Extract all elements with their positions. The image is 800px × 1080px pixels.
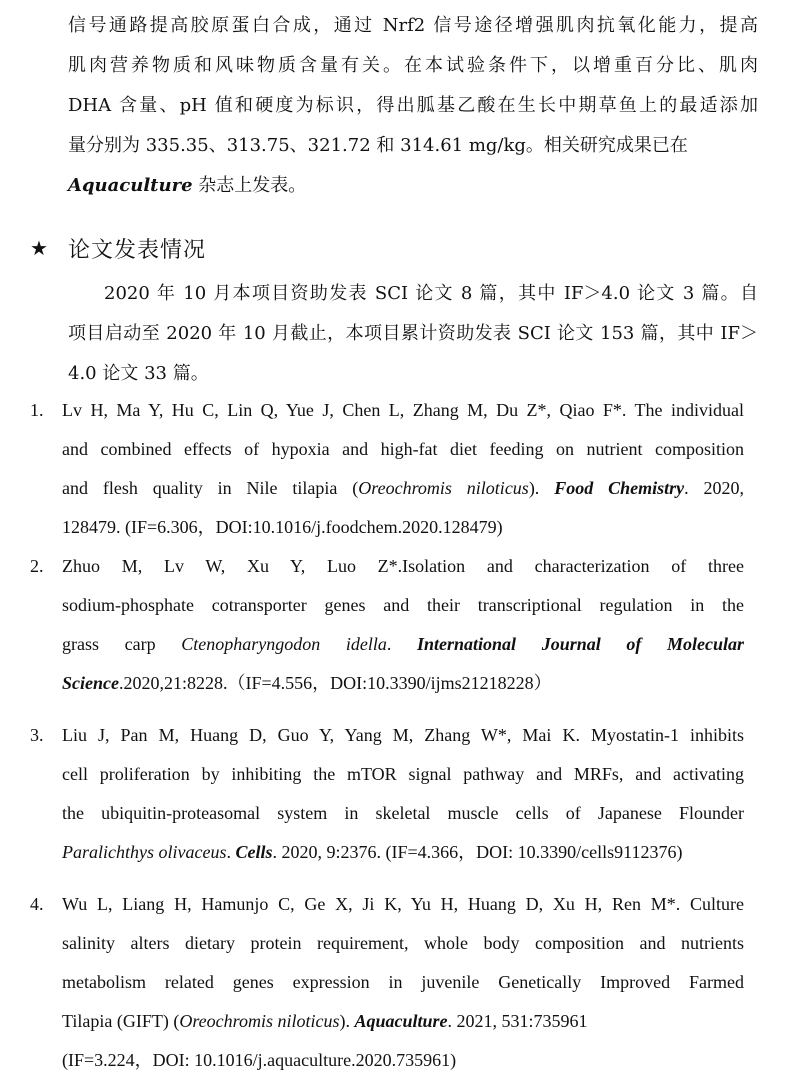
- species-name: Ctenopharyngodon idella: [181, 634, 387, 654]
- summary-line: 项目启动至 2020 年 10 月截止，本项目累计资助发表 SCI 论文 153 篇，其中 IF＞: [68, 323, 758, 344]
- reference-line: 128479. (IF=6.306，DOI:10.1016/j.foodchem.2020.128479): [62, 517, 503, 537]
- intro-line: DHA 含量、pH 值和硬度为标识，得出胍基乙酸在生长中期草鱼上的最适添加: [68, 95, 758, 116]
- intro-line: 信号通路提高胶原蛋白合成，通过 Nrf2 信号途径增强肌肉抗氧化能力，提高: [68, 15, 758, 36]
- reference-line: metabolism related genes expression in juvenile Genetically Improved Farmed: [62, 972, 744, 992]
- reference-line: salinity alters dietary protein requirement, whole body composition and nutrients: [62, 933, 744, 953]
- reference-text: . 2020,: [684, 478, 744, 498]
- reference-line: Zhuo M, Lv W, Xu Y, Luo Z*.Isolation and characterization of three: [62, 556, 744, 576]
- reference-body: [62, 391, 744, 547]
- journal-name: Science: [62, 673, 119, 693]
- reference-line: Wu L, Liang H, Hamunjo C, Ge X, Ji K, Yu H, Huang D, Xu H, Ren M*. Culture: [62, 894, 744, 914]
- reference-text: .2020,21:8228.（IF=4.556，DOI:10.3390/ijms21218228）: [118, 673, 552, 693]
- reference-body: [62, 716, 744, 872]
- reference-text: . 2021, 531:735961: [447, 1011, 588, 1031]
- reference-text: ).: [528, 478, 555, 498]
- reference-text: .: [386, 634, 418, 654]
- journal-name: Cells: [235, 842, 273, 862]
- summary-line: 2020 年 10 月本项目资助发表 SCI 论文 8 篇，其中 IF＞4.0 论文 3 篇。自: [104, 283, 758, 304]
- reference-item: [30, 716, 760, 872]
- reference-text: .: [226, 842, 236, 862]
- reference-line: Liu J, Pan M, Huang D, Guo Y, Yang M, Zhang W*, Mai K. Myostatin-1 inhibits: [62, 725, 744, 745]
- intro-line: 肌肉营养物质和风味物质含量有关。在本试验条件下，以增重百分比、肌肉: [68, 55, 758, 76]
- journal-name: Aquaculture: [68, 175, 193, 196]
- reference-line: and combined effects of hypoxia and high-fat diet feeding on nutrient composition: [62, 439, 744, 459]
- reference-text: . 2020, 9:2376. (IF=4.366，DOI: 10.3390/cells9112376): [272, 842, 683, 862]
- reference-text: ).: [339, 1011, 355, 1031]
- reference-item: [30, 391, 760, 547]
- section-title: 论文发表情况: [68, 237, 207, 263]
- reference-text: and flesh quality in Nile tilapia (: [62, 478, 359, 498]
- intro-line: 量分别为 335.35、313.75、321.72 和 314.61 mg/kg。相关研究成果已在: [68, 135, 688, 156]
- reference-text: grass carp: [62, 634, 182, 654]
- intro-paragraph: [68, 6, 758, 206]
- section-heading: [30, 228, 206, 268]
- summary-line: 4.0 论文 33 篇。: [68, 363, 209, 384]
- star-icon: ★: [30, 236, 48, 260]
- reference-line: Lv H, Ma Y, Hu C, Lin Q, Yue J, Chen L, Zhang M, Du Z*, Qiao F*. The individual: [62, 400, 744, 420]
- journal-name: International Journal of Molecular: [417, 634, 744, 654]
- intro-text: 杂志上发表。: [192, 175, 307, 196]
- reference-body: [62, 547, 744, 703]
- reference-line: [62, 469, 744, 508]
- reference-line: (IF=3.224，DOI: 10.1016/j.aquaculture.2020.735961): [62, 1050, 457, 1070]
- reference-item: [30, 547, 760, 703]
- reference-number: 2.: [30, 556, 44, 576]
- reference-line: sodium-phosphate cotransporter genes and their transcriptional regulation in the: [62, 595, 744, 615]
- species-name: Oreochromis niloticus: [358, 478, 529, 498]
- reference-item: [30, 885, 760, 1080]
- species-name: Oreochromis niloticus: [179, 1011, 340, 1031]
- journal-name: Food Chemistry: [554, 478, 685, 498]
- intro-line: [68, 166, 758, 206]
- species-name: Paralichthys olivaceus: [62, 842, 227, 862]
- reference-number: 3.: [30, 725, 44, 745]
- summary-paragraph: [68, 274, 758, 394]
- reference-body: [62, 885, 744, 1080]
- reference-line: [62, 833, 744, 872]
- journal-name: Aquaculture: [354, 1011, 448, 1031]
- reference-line: [62, 625, 744, 664]
- reference-number: 4.: [30, 894, 44, 914]
- reference-line: the ubiquitin-proteasomal system in skeletal muscle cells of Japanese Flounder: [62, 803, 744, 823]
- reference-line: [62, 664, 744, 703]
- reference-line: [62, 1002, 744, 1041]
- reference-number: 1.: [30, 400, 44, 420]
- reference-line: cell proliferation by inhibiting the mTOR signal pathway and MRFs, and activating: [62, 764, 744, 784]
- reference-text: Tilapia (GIFT) (: [62, 1011, 180, 1031]
